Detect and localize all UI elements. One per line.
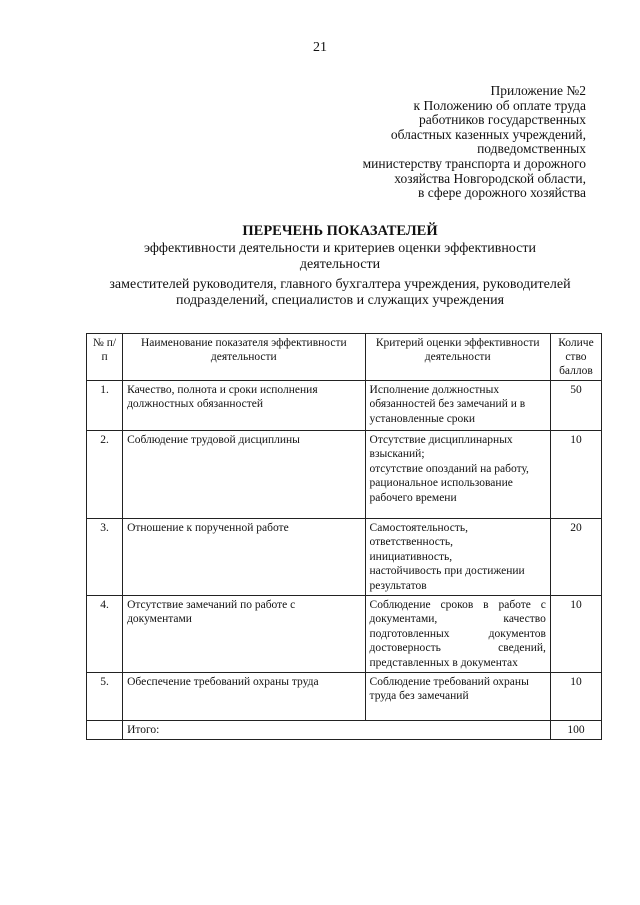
appendix-line: хозяйства Новгородской области,	[394, 170, 586, 186]
header-name: Наименование показателя эффективности деятельности	[123, 334, 365, 381]
row-score: 50	[550, 381, 601, 431]
criterion-line: Самостоятельность,	[369, 522, 468, 534]
row-criterion	[365, 519, 550, 596]
appendix-line: к Положению об оплате труда	[413, 97, 586, 113]
row-name: Отсутствие замечаний по работе с документами	[123, 596, 365, 673]
criterion-line: Отсутствие дисциплинарных взысканий;	[369, 434, 513, 461]
criterion-line: инициативность,	[369, 550, 453, 563]
row-score: 10	[550, 673, 601, 721]
criterion-line: отсутствие опозданий на работу,	[369, 462, 529, 475]
heading-line: подразделений, специалистов и служащих учреждения	[175, 293, 505, 308]
table-row	[87, 431, 602, 519]
row-name: Обеспечение требований охраны труда	[123, 673, 365, 721]
header-no: № п/п	[87, 334, 123, 381]
appendix-line: работников государственных	[419, 112, 586, 128]
row-no: 1.	[87, 381, 123, 431]
row-no: 3.	[87, 519, 123, 596]
table-header-row	[87, 334, 602, 381]
row-criterion	[365, 596, 550, 673]
criterion-line: Исполнение должностных обязанностей без замечаний и в установленные сроки	[369, 384, 526, 425]
row-criterion	[365, 431, 550, 519]
row-score: 10	[550, 596, 601, 673]
appendix-block	[363, 84, 586, 201]
table-row	[87, 596, 602, 673]
appendix-line: Приложение №2	[490, 83, 586, 98]
table-row	[87, 673, 602, 721]
criterion-line: Соблюдение требований охраны труда без замечаний	[369, 676, 529, 703]
criterion-line: настойчивость при достижении результатов	[369, 565, 525, 592]
criterion-line: рациональное использование рабочего времени	[369, 477, 513, 504]
criterion-line: ответственность,	[369, 536, 453, 549]
heading-line: деятельности	[299, 257, 381, 272]
total-label: Итого:	[123, 721, 551, 740]
row-name: Качество, полнота и сроки исполнения должностных обязанностей	[123, 381, 365, 431]
row-no: 4.	[87, 596, 123, 673]
table-row	[87, 381, 602, 431]
row-score: 10	[550, 431, 601, 519]
row-criterion	[365, 381, 550, 431]
row-no: 2.	[87, 431, 123, 519]
header-score: Количе ство баллов	[550, 334, 601, 381]
table-row	[87, 519, 602, 596]
heading-line: заместителей руководителя, главного бухгалтера учреждения, руководителей	[109, 277, 571, 292]
total-row	[87, 721, 602, 740]
document-heading	[80, 223, 600, 309]
header-criterion: Критерий оценки эффективности деятельности	[365, 334, 550, 381]
appendix-line: подведомственных	[477, 141, 586, 157]
row-name: Соблюдение трудовой дисциплины	[123, 431, 365, 519]
indicators-table	[86, 333, 602, 740]
heading-line: эффективности деятельности и критериев оценки эффективности	[144, 241, 536, 256]
page-number: 21	[313, 40, 327, 55]
total-score: 100	[550, 721, 601, 740]
appendix-line: министерству транспорта и дорожного	[362, 155, 586, 171]
appendix-line: областных казенных учреждений,	[390, 126, 586, 142]
appendix-line: в сфере дорожного хозяйства	[417, 185, 586, 201]
row-criterion	[365, 673, 550, 721]
row-no: 5.	[87, 673, 123, 721]
total-no	[87, 721, 123, 740]
document-title: ПЕРЕЧЕНЬ ПОКАЗАТЕЛЕЙ	[242, 223, 438, 239]
row-name: Отношение к порученной работе	[123, 519, 365, 596]
criterion-line: Соблюдение сроков в работе с документами, качество подготовленных документов достоверность сведений, представленных в документах	[369, 599, 546, 669]
row-score: 20	[550, 519, 601, 596]
